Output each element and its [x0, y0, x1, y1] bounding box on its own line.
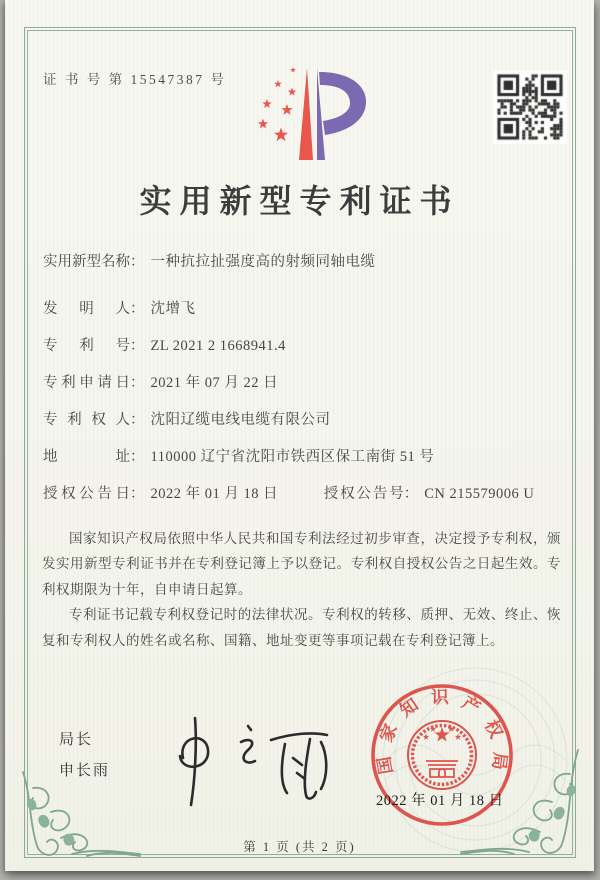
field-value: 一种抗拉扯强度高的射频同轴电缆: [150, 254, 376, 270]
grant-date-pair: 授权公告日： 2022 年 01 月 18 日: [43, 486, 279, 502]
field-value: 110000 辽宁省沈阳市铁西区保工南街 51 号: [150, 449, 435, 465]
field-row-filing-date: 专利申请日： 2021 年 07 月 22 日: [43, 375, 279, 391]
field-value: ZL 2021 2 1668941.4: [150, 338, 286, 354]
logo-red-spike: [299, 68, 313, 160]
field-row-grant: [43, 486, 564, 503]
field-row-patent-no: 专利号： ZL 2021 2 1668941.4: [43, 338, 286, 354]
seal-date: 2022 年 01 月 18 日: [376, 793, 504, 809]
field-label: 地址: [43, 449, 130, 465]
legal-paragraph-2: 专利证书记载专利权登记时的法律状况。专利权的转移、质押、无效、终止、恢复和专利权人的姓名或名称、国籍、地址变更等事项记载在专利登记簿上。: [42, 607, 561, 648]
field-row-name: 实用新型名称： 一种抗拉扯强度高的射频同轴电缆: [43, 254, 376, 270]
legal-paragraph-1: 国家知识产权局依照中华人民共和国专利法经过初步审查，决定授予专利权，颁发实用新型专利证书并在专利登记簿上予以登记。专利权自授权公告之日起生效。专利权期限为十年，自申请日起算。: [42, 531, 561, 597]
field-row-patentee: 专利权人： 沈阳辽缆电线电缆有限公司: [43, 412, 331, 428]
field-value: 沈阳辽缆电线电缆有限公司: [150, 412, 331, 428]
field-value: CN 215579006 U: [424, 486, 535, 502]
page-footer: 第 1 页 (共 2 页): [243, 840, 356, 854]
field-label: 专利申请日: [43, 375, 130, 391]
field-row-inventor: 发明人： 沈增飞: [43, 301, 196, 317]
certificate-page: [5, 0, 594, 871]
cnipa-logo: [241, 62, 369, 166]
commissioner-block: [59, 724, 110, 786]
field-label: 授权公告日: [43, 486, 130, 502]
qr-code: [493, 70, 567, 144]
logo-stars: [258, 67, 297, 141]
seal-national-emblem: [408, 721, 476, 789]
legal-text: [42, 526, 561, 653]
commissioner-title: 局长: [59, 731, 94, 748]
field-label: 发明人: [43, 301, 130, 317]
field-label: 授权公告号: [323, 486, 404, 502]
logo-purple-bowl: [317, 68, 366, 160]
director-signature: [153, 706, 343, 810]
field-label: 实用新型名称: [43, 254, 130, 270]
field-row-address: 地址： 110000 辽宁省沈阳市铁西区保工南街 51 号: [43, 449, 435, 465]
field-value: 2021 年 07 月 22 日: [150, 375, 279, 391]
commissioner-name: 申长雨: [59, 762, 111, 779]
seal-ring-text: 国家知识产权局: [373, 686, 511, 776]
field-value: 沈增飞: [150, 301, 196, 317]
grant-number-pair: 授权公告号： CN 215579006 U: [323, 486, 535, 502]
field-list: [43, 254, 564, 523]
field-value: 2022 年 01 月 18 日: [150, 486, 279, 502]
certificate-number: 证 书 号 第 15547387 号: [43, 72, 227, 87]
field-label: 专利号: [43, 338, 130, 354]
field-label: 专利权人: [43, 412, 130, 428]
certificate-title: 实用新型专利证书: [139, 183, 460, 219]
